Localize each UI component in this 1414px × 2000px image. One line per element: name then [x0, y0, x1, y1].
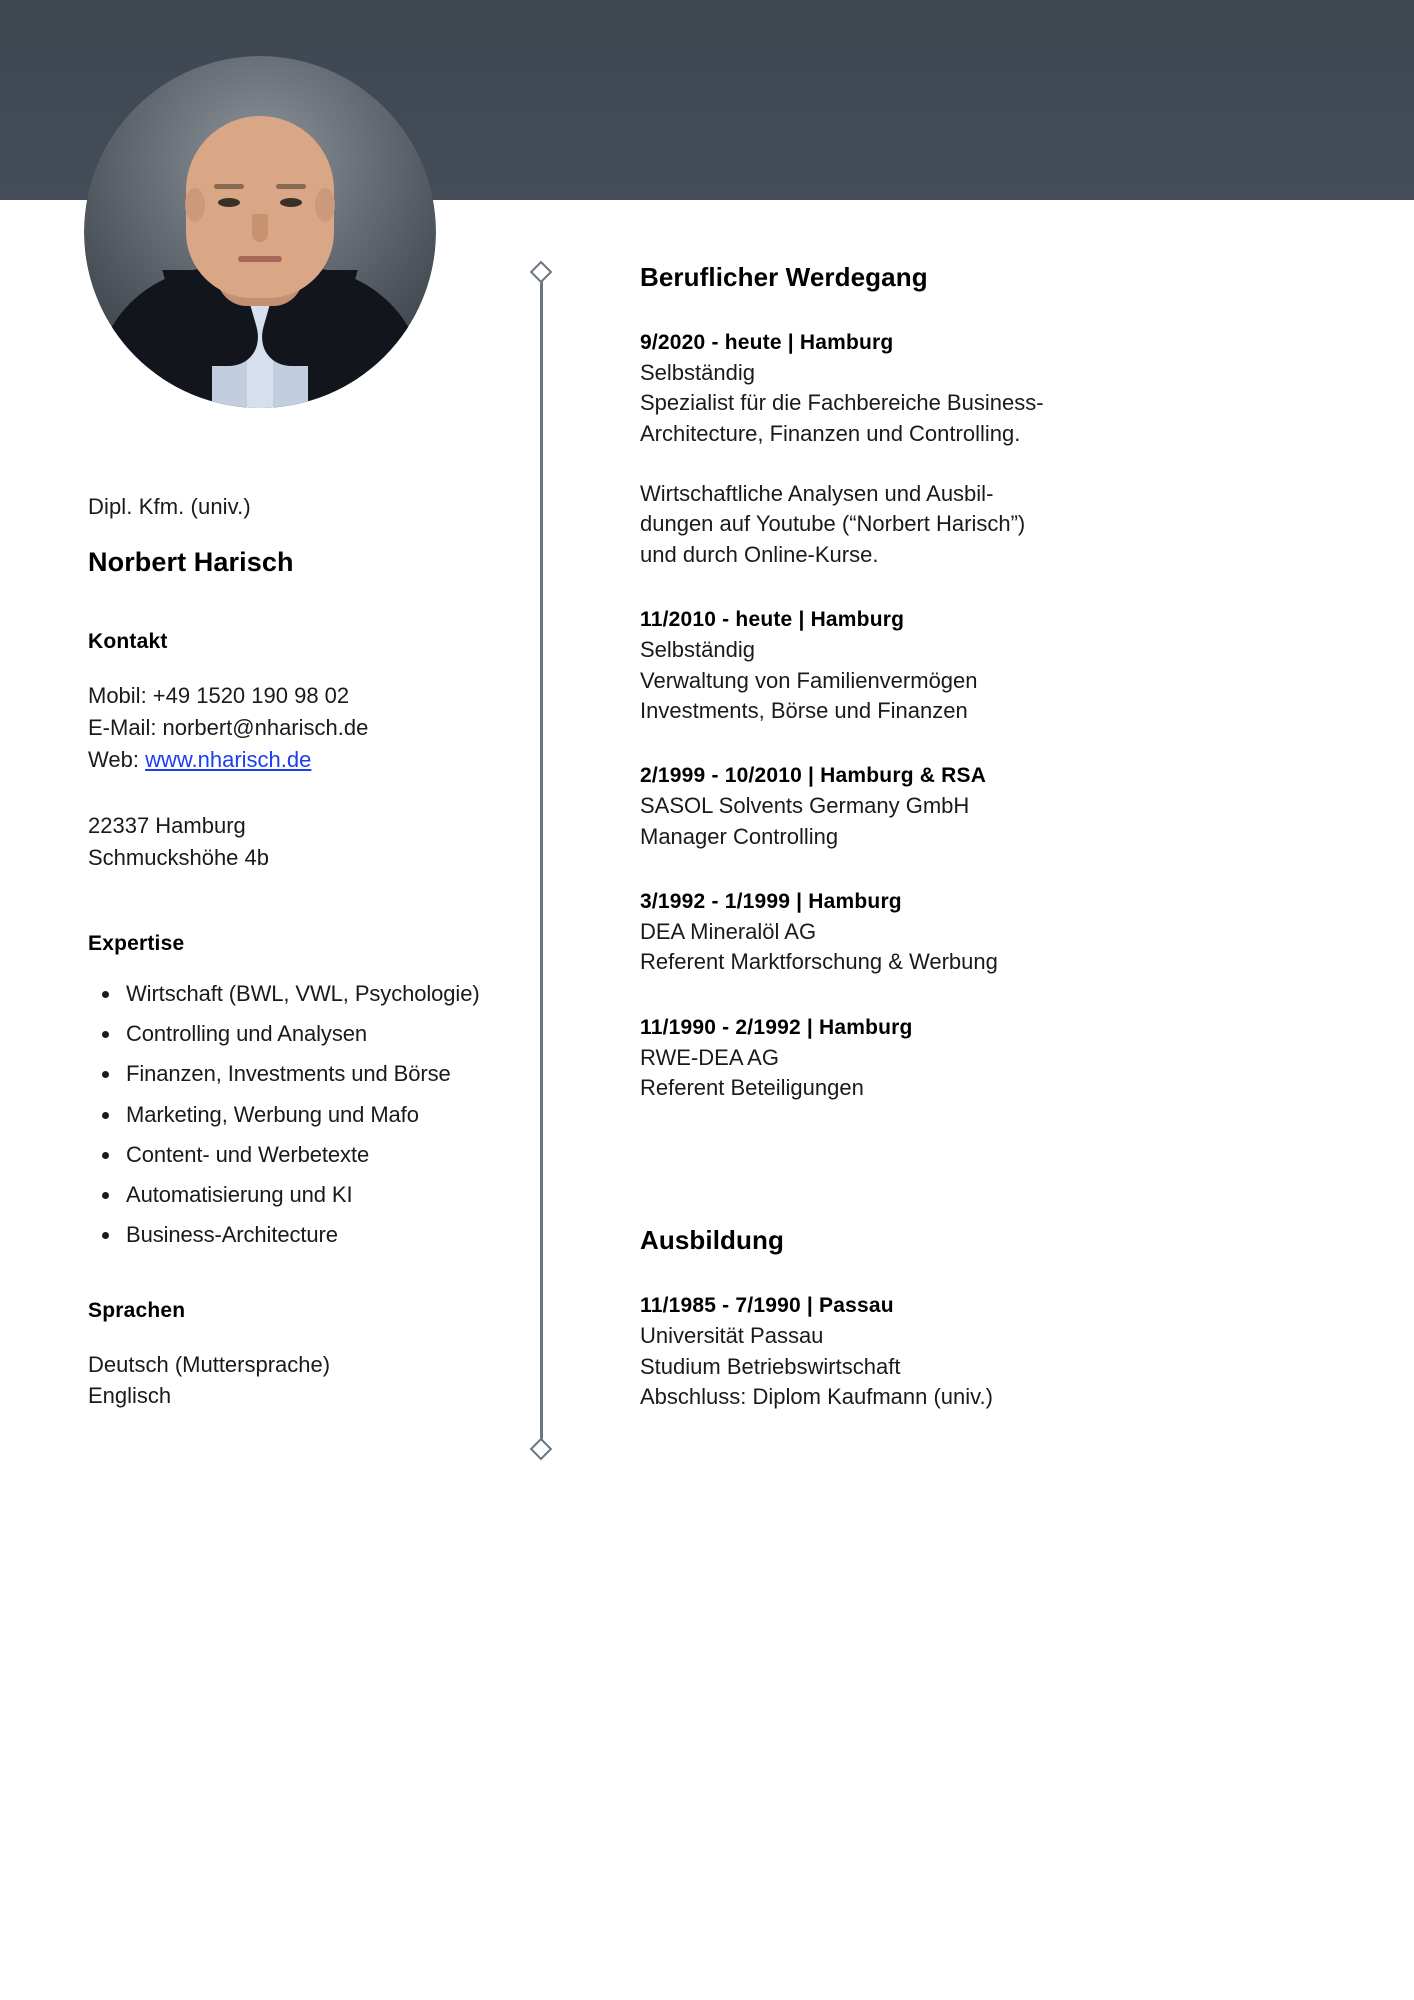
expertise-list	[88, 978, 518, 1251]
career-entry-line: dungen auf Youtube (“Norbert Harisch”)	[640, 511, 1026, 537]
education-entry-line: Universität Passau	[640, 1323, 824, 1349]
career-entry-line: DEA Mineralöl AG	[640, 918, 817, 944]
contact-mobile: Mobil: +49 1520 190 98 02	[88, 683, 350, 709]
contact-email: E-Mail: norbert@nharisch.de	[88, 715, 369, 741]
career-entry-line: Referent Beteiligungen	[640, 1075, 864, 1101]
address-street: Schmuckshöhe 4b	[88, 845, 269, 871]
career-entry	[640, 764, 1100, 852]
career-entry-line: und durch Online-Kurse.	[640, 541, 879, 567]
career-entry-line: Selbständig	[640, 637, 755, 663]
education-entry-line: Studium Betriebswirtschaft	[640, 1353, 901, 1379]
career-entry	[640, 608, 1100, 726]
list-item: Controlling und Analysen	[88, 1018, 518, 1049]
list-item: Business-Architecture	[88, 1219, 518, 1250]
timeline-diamond-bottom-icon	[530, 1438, 553, 1461]
contact-web-label: Web:	[88, 747, 146, 773]
career-entry-period: 11/2010 - heute | Hamburg	[640, 608, 905, 632]
career-entry-period: 2/1999 - 10/2010 | Hamburg & RSA	[640, 764, 987, 788]
career-entry-line: Wirtschaftliche Analysen und Ausbil-	[640, 481, 994, 507]
portrait-brow-right	[276, 184, 306, 189]
portrait-head	[186, 116, 334, 298]
contact-heading: Kontakt	[88, 630, 168, 654]
career-entry-line: Referent Marktforschung & Werbung	[640, 949, 998, 975]
address-postal: 22337 Hamburg	[88, 813, 246, 839]
contact-web-row	[88, 744, 518, 776]
career-title: Beruflicher Werdegang	[640, 262, 928, 292]
address-block	[88, 810, 518, 874]
career-entry-line: Spezialist für die Fachbereiche Business-	[640, 390, 1044, 416]
education-entry	[640, 1294, 1100, 1412]
career-entry-period: 3/1992 - 1/1999 | Hamburg	[640, 889, 902, 913]
career-entry	[640, 890, 1100, 978]
portrait-nose	[252, 214, 268, 242]
portrait-eye-right	[280, 198, 302, 207]
career-entry-line: RWE-DEA AG	[640, 1044, 779, 1070]
left-column	[88, 492, 518, 1412]
list-item: Finanzen, Investments und Börse	[88, 1058, 518, 1089]
portrait-brow-left	[214, 184, 244, 189]
career-entry-line: Verwaltung von Familienvermögen	[640, 667, 978, 693]
education-entry-line: Abschluss: Diplom Kaufmann (univ.)	[640, 1384, 993, 1410]
career-entry-period: 11/1990 - 2/1992 | Hamburg	[640, 1015, 913, 1039]
portrait-ear-left	[185, 188, 205, 222]
degree-label: Dipl. Kfm. (univ.)	[88, 494, 251, 519]
languages-block	[88, 1349, 518, 1413]
contact-block	[88, 680, 518, 776]
education-title: Ausbildung	[640, 1225, 784, 1256]
languages-heading: Sprachen	[88, 1298, 186, 1322]
portrait-eye-left	[218, 198, 240, 207]
career-entry	[640, 1016, 1100, 1104]
career-entry-extra	[640, 479, 1100, 570]
career-entry	[640, 331, 1100, 570]
career-entry-line: Selbständig	[640, 360, 755, 385]
portrait-mouth	[238, 256, 282, 262]
list-item: Content- und Werbetexte	[88, 1139, 518, 1170]
education-entry-period: 11/1985 - 7/1990 | Passau	[640, 1294, 894, 1318]
career-entry-line: Investments, Börse und Finanzen	[640, 697, 968, 723]
expertise-heading: Expertise	[88, 931, 185, 955]
list-item: Wirtschaft (BWL, VWL, Psychologie)	[88, 978, 518, 1009]
timeline-diamond-top-icon	[530, 261, 553, 284]
page-title: Norbert Harisch	[88, 547, 294, 578]
language-item: Englisch	[88, 1383, 172, 1409]
right-column	[640, 262, 1100, 1412]
list-item: Marketing, Werbung und Mafo	[88, 1099, 518, 1130]
portrait-ear-right	[315, 188, 335, 222]
timeline-line	[540, 272, 543, 1450]
career-entry-line: SASOL Solvents Germany GmbH	[640, 793, 970, 819]
portrait-photo	[84, 56, 436, 408]
website-link[interactable]: www.nharisch.de	[145, 747, 312, 773]
list-item: Automatisierung und KI	[88, 1179, 518, 1210]
language-item: Deutsch (Muttersprache)	[88, 1351, 331, 1377]
career-entry-line: Manager Controlling	[640, 823, 839, 849]
career-entry-line: Architecture, Finanzen und Controlling.	[640, 420, 1021, 446]
career-entry-period: 9/2020 - heute | Hamburg	[640, 331, 894, 354]
